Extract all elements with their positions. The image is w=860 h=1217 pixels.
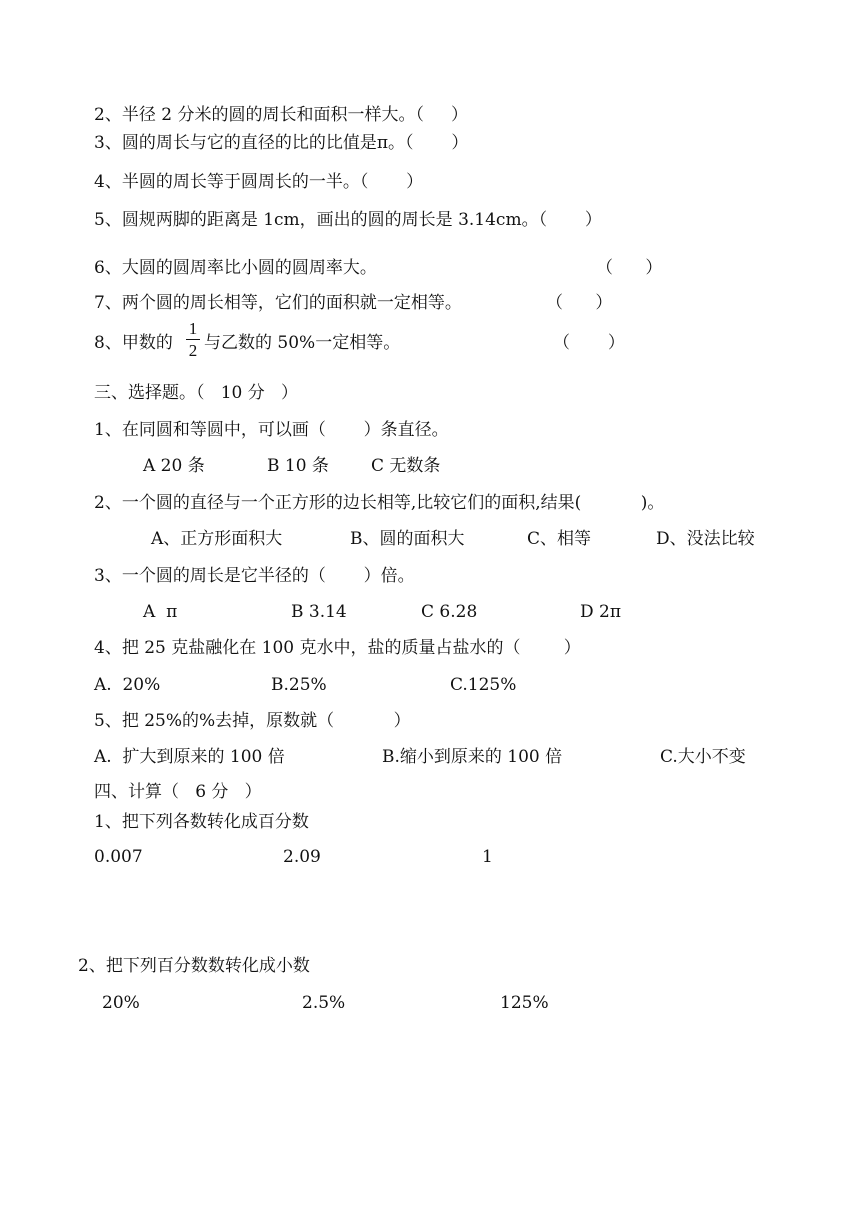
choice-q1-option-c: C 无数条	[371, 456, 441, 476]
choice-q3-option-a: A π	[143, 602, 178, 622]
choice-q3-option-b: B 3.14	[291, 602, 347, 622]
calc-q1-value-3: 1	[482, 847, 493, 867]
calc-q1-value-1: 0.007	[94, 847, 143, 867]
choice-q4-option-c: C.125%	[450, 675, 517, 695]
fraction-bar	[186, 339, 200, 340]
judge-question-8-paren: （ ）	[553, 333, 625, 353]
calc-q2-value-1: 20%	[102, 993, 140, 1013]
judge-question-3: 3、圆的周长与它的直径的比的比值是π。（ ）	[94, 133, 469, 153]
choice-question-5: 5、把 25%的%去掉，原数就（ ）	[94, 711, 411, 731]
choice-q5-option-b: B.缩小到原来的 100 倍	[382, 747, 563, 767]
calc-q2-value-3: 125%	[500, 993, 549, 1013]
judge-question-2: 2、半径 2 分米的圆的周长和面积一样大。（ ）	[94, 105, 468, 125]
choice-q1-option-b: B 10 条	[267, 456, 329, 476]
judge-question-6-paren: （ ）	[596, 258, 663, 278]
choice-q2-option-d: D、没法比较	[656, 529, 755, 549]
choice-q5-option-a: A. 扩大到原来的 100 倍	[94, 747, 285, 767]
section-choice-heading: 三、选择题。（ 10 分 ）	[94, 383, 298, 403]
fraction-denominator: 2	[188, 341, 198, 360]
choice-q1-option-a: A 20 条	[143, 456, 205, 476]
calc-q2-value-2: 2.5%	[302, 993, 346, 1013]
calc-question-1: 1、把下列各数转化成百分数	[94, 812, 309, 832]
choice-q2-option-c: C、相等	[527, 529, 592, 549]
choice-question-3: 3、一个圆的周长是它半径的（ ）倍。	[94, 566, 415, 586]
choice-q2-option-a: A、正方形面积大	[151, 529, 283, 549]
judge-question-5: 5、圆规两脚的距离是 1cm，画出的圆的周长是 3.14cm。（ ）	[94, 210, 602, 230]
choice-question-4: 4、把 25 克盐融化在 100 克水中，盐的质量占盐水的（ ）	[94, 638, 581, 658]
fraction-numerator: 1	[188, 319, 198, 338]
judge-question-4: 4、半圆的周长等于圆周长的一半。（ ）	[94, 172, 424, 192]
choice-question-1: 1、在同圆和等圆中，可以画（ ）条直径。	[94, 420, 449, 440]
fraction-one-half	[186, 320, 200, 360]
section-calc-heading: 四、计算（ 6 分 ）	[94, 782, 262, 802]
judge-question-8-suffix: 与乙数的 50%一定相等。	[204, 333, 401, 353]
choice-q4-option-b: B.25%	[271, 675, 327, 695]
choice-question-2: 2、一个圆的直径与一个正方形的边长相等,比较它们的面积,结果( )。	[94, 493, 665, 513]
choice-q4-option-a: A. 20%	[94, 675, 161, 695]
calc-question-2: 2、把下列百分数数转化成小数	[78, 956, 310, 976]
judge-question-7: 7、两个圆的周长相等，它们的面积就一定相等。	[94, 293, 462, 313]
judge-question-7-paren: （ ）	[546, 293, 613, 313]
choice-q2-option-b: B、圆的面积大	[350, 529, 465, 549]
choice-q5-option-c: C.大小不变	[660, 747, 746, 767]
choice-q3-option-c: C 6.28	[421, 602, 478, 622]
judge-question-8-prefix: 8、甲数的	[94, 333, 173, 353]
calc-q1-value-2: 2.09	[283, 847, 321, 867]
judge-question-6: 6、大圆的圆周率比小圆的圆周率大。	[94, 258, 377, 278]
choice-q3-option-d: D 2π	[580, 602, 622, 622]
